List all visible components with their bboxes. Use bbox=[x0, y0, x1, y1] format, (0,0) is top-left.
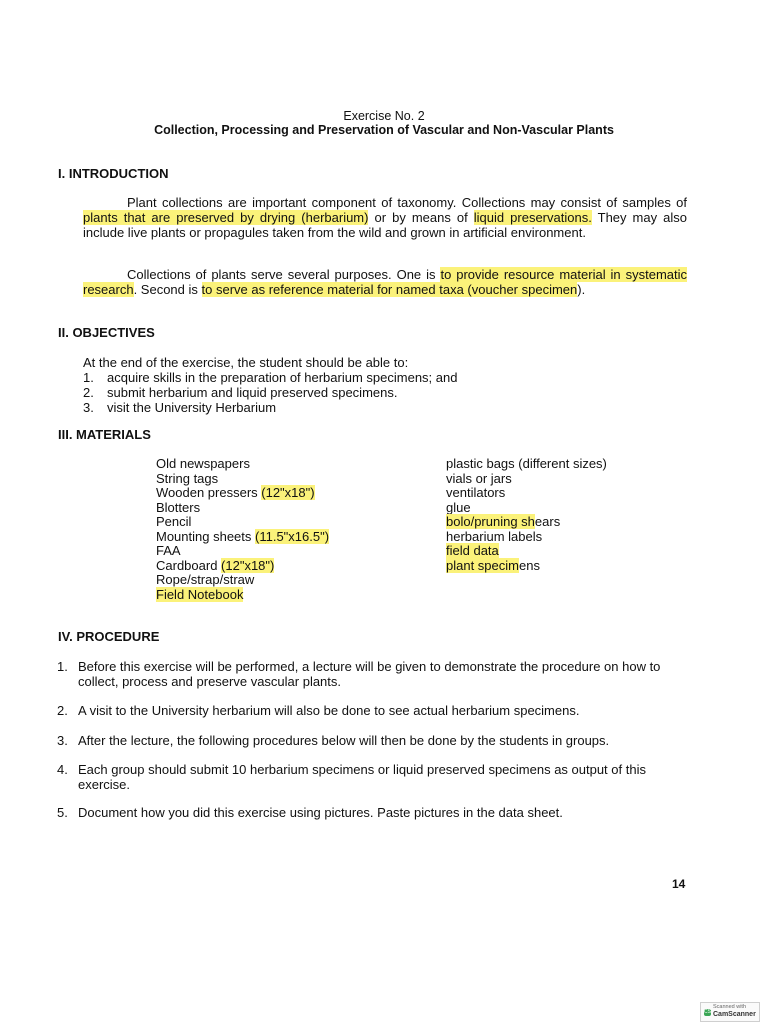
procedure-text: Before this exercise will be performed, a lecture will be given to demonstrate the procedure on how to collect, process and preserve vascular plants. bbox=[78, 659, 661, 689]
material-label: Cardboard bbox=[156, 557, 222, 573]
material-item bbox=[156, 485, 436, 500]
material-item: Blotters bbox=[156, 499, 201, 515]
procedure-text: A visit to the University herbarium will also be done to see actual herbarium specimens. bbox=[78, 703, 580, 718]
intro-p2-text-c: ). bbox=[577, 282, 586, 297]
objective-item bbox=[83, 370, 683, 385]
intro-p2-text-b: . Second is bbox=[133, 282, 202, 297]
material-highlight: bolo/pruning sh bbox=[446, 514, 535, 529]
material-item: glue bbox=[446, 499, 471, 515]
page-number: 14 bbox=[672, 877, 686, 891]
objectives-list bbox=[83, 355, 683, 415]
objective-text: acquire skills in the preparation of herbarium specimens; and bbox=[107, 370, 458, 385]
material-highlight: field data bbox=[446, 543, 499, 558]
intro-p1-text-b: or by means of bbox=[368, 210, 474, 225]
exercise-number: Exercise No. 2 bbox=[343, 109, 425, 123]
objective-number: 3. bbox=[83, 400, 94, 415]
material-item: String tags bbox=[156, 470, 219, 486]
introduction-paragraph-2 bbox=[83, 267, 687, 297]
document-title: Collection, Processing and Preservation of Vascular and Non-Vascular Plants bbox=[154, 123, 614, 137]
objective-number: 2. bbox=[83, 385, 94, 400]
objective-text: visit the University Herbarium bbox=[107, 400, 277, 415]
material-label: Mounting sheets bbox=[156, 528, 256, 544]
material-item: Pencil bbox=[156, 514, 192, 529]
camscanner-badge bbox=[700, 1002, 760, 1022]
material-item bbox=[156, 529, 436, 544]
introduction-heading: I. INTRODUCTION bbox=[58, 166, 169, 181]
material-item: ventilators bbox=[446, 485, 506, 500]
procedure-number: 3. bbox=[57, 733, 68, 748]
material-item: vials or jars bbox=[446, 470, 512, 486]
material-item bbox=[156, 587, 436, 602]
procedure-number: 5. bbox=[57, 805, 68, 820]
intro-p1-text-c: They may also include live plants or propagules taken from the wild and grown in artificial environment. bbox=[83, 210, 687, 240]
procedure-text: After the lecture, the following procedures below will then be done by the students in groups. bbox=[78, 733, 610, 748]
material-item: plastic bags (different sizes) bbox=[446, 456, 607, 471]
material-item: FAA bbox=[156, 543, 181, 558]
material-size-highlight: (12"x18") bbox=[221, 557, 275, 573]
procedure-step bbox=[57, 733, 697, 748]
intro-p1-highlight-2: liquid preservations. bbox=[473, 210, 592, 225]
material-item bbox=[446, 514, 726, 529]
material-label: ears bbox=[534, 514, 561, 529]
objectives-heading: II. OBJECTIVES bbox=[58, 325, 155, 340]
objective-number: 1. bbox=[83, 370, 94, 385]
procedure-step bbox=[57, 659, 697, 689]
material-item bbox=[446, 543, 726, 558]
materials-heading: III. MATERIALS bbox=[58, 427, 151, 442]
materials-left-column bbox=[156, 456, 436, 601]
procedure-step bbox=[57, 762, 697, 792]
introduction-paragraph-1 bbox=[83, 195, 687, 240]
material-highlight: Field Notebook bbox=[156, 586, 244, 602]
procedure-text: Each group should submit 10 herbarium specimens or liquid preserved specimens as output of this exercise. bbox=[78, 762, 646, 792]
scanned-with-label: Scanned with bbox=[713, 1004, 747, 1010]
intro-p1-highlight-1: plants that are preserved by drying (herbarium) bbox=[83, 210, 369, 225]
material-item bbox=[446, 558, 726, 573]
material-item: herbarium labels bbox=[446, 528, 543, 544]
procedure-number: 1. bbox=[57, 659, 68, 674]
material-item: Old newspapers bbox=[156, 456, 250, 471]
procedure-number: 4. bbox=[57, 762, 68, 777]
procedure-heading: IV. PROCEDURE bbox=[58, 629, 160, 644]
material-size-highlight: (12"x18") bbox=[261, 485, 315, 500]
procedure-number: 2. bbox=[57, 703, 68, 718]
objectives-intro: At the end of the exercise, the student should be able to: bbox=[83, 355, 409, 370]
intro-p2-highlight-2: to serve as reference material for named taxa (voucher specimen bbox=[201, 282, 578, 297]
camscanner-logo-icon: CS bbox=[704, 1009, 711, 1015]
material-size-highlight: (11.5"x16.5") bbox=[255, 528, 330, 544]
intro-p2-text-a: Collections of plants serve several purposes. One is bbox=[127, 267, 441, 282]
objective-text: submit herbarium and liquid preserved specimens. bbox=[107, 385, 398, 400]
material-item bbox=[156, 558, 436, 573]
material-label: ens bbox=[518, 557, 540, 573]
procedure-step bbox=[57, 805, 697, 820]
material-item: Rope/strap/straw bbox=[156, 572, 255, 587]
materials-right-column bbox=[446, 456, 726, 572]
procedure-step bbox=[57, 703, 697, 718]
objective-item bbox=[83, 385, 683, 400]
intro-p2-highlight-1: to provide resource material in systematic research bbox=[83, 267, 688, 297]
material-highlight: plant specim bbox=[446, 557, 519, 573]
procedure-text: Document how you did this exercise using pictures. Paste pictures in the data sheet. bbox=[78, 805, 563, 820]
material-label: Wooden pressers bbox=[156, 485, 262, 500]
camscanner-brand-label: CamScanner bbox=[713, 1011, 756, 1018]
objective-item bbox=[83, 400, 683, 415]
intro-p1-text-a: Plant collections are important component of taxonomy. Collections may consist of samples of bbox=[127, 195, 687, 210]
